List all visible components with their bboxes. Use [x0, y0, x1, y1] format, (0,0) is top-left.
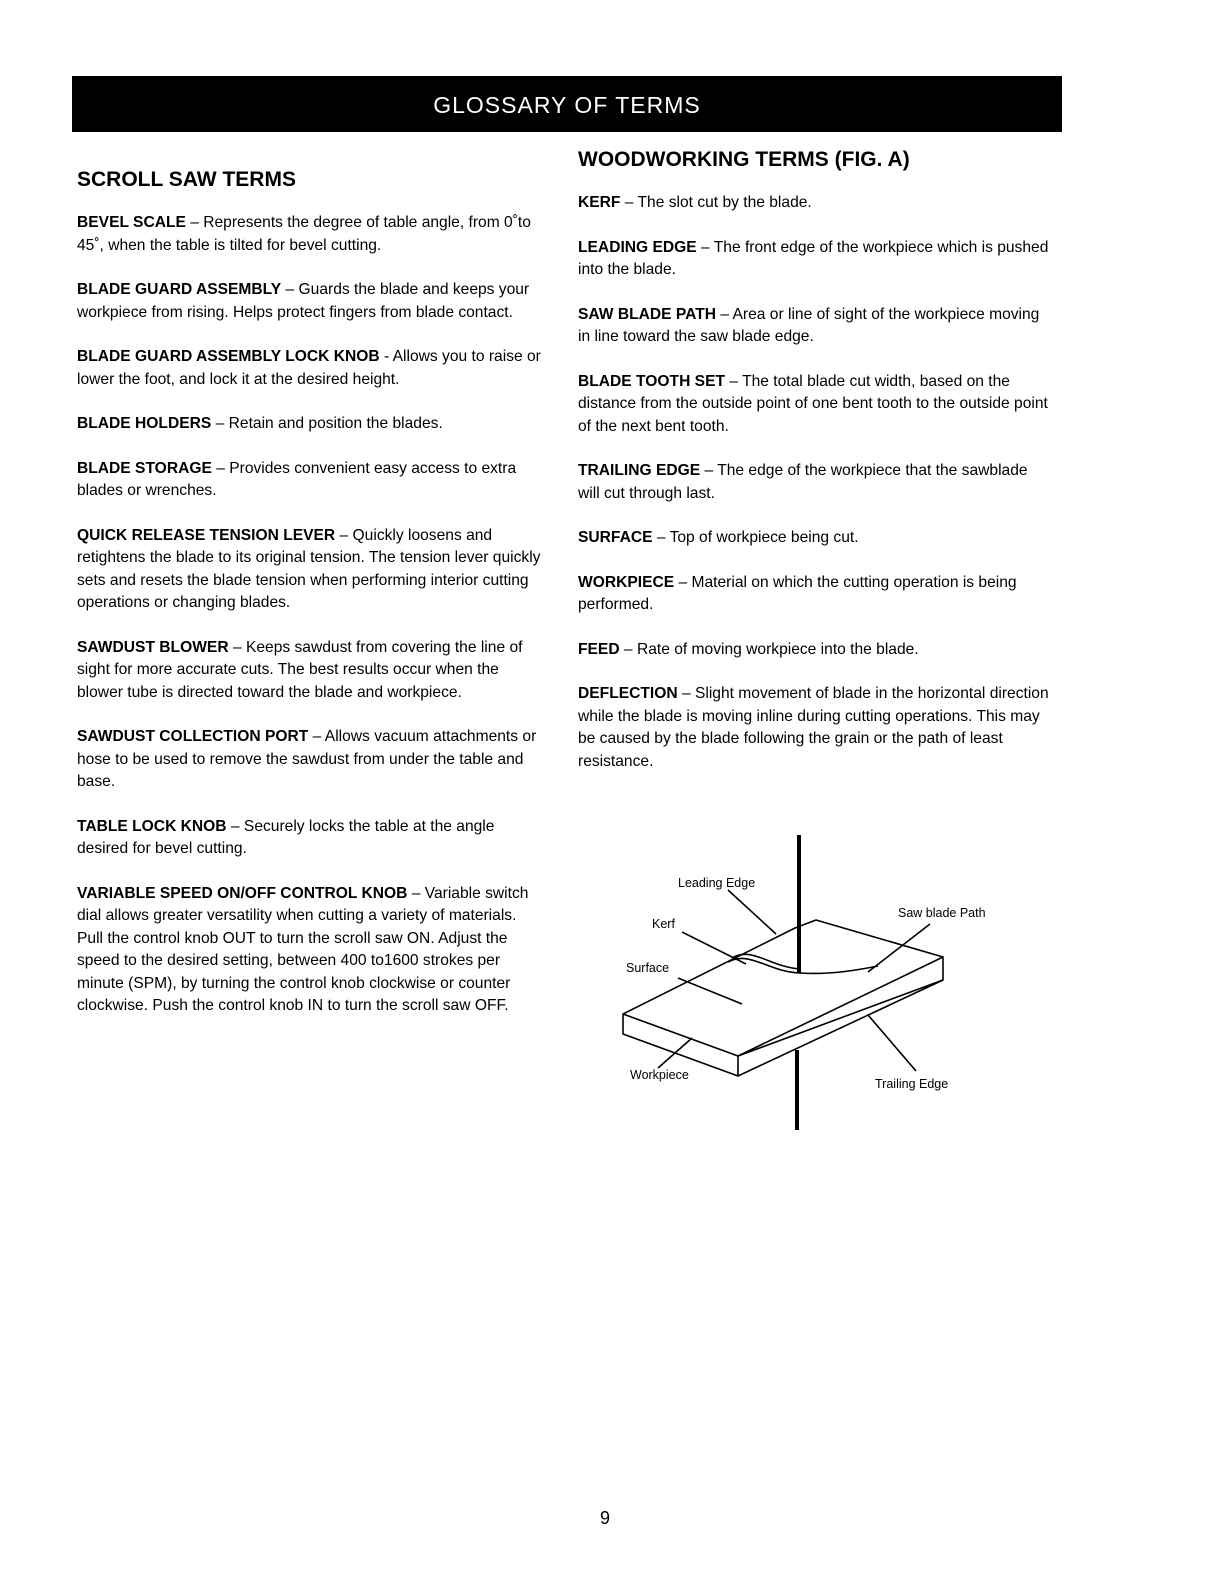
term-definition: Area or line of sight of the workpiece moving in line toward the saw blade edge. [578, 305, 1040, 345]
board-top-face [623, 920, 943, 1076]
term-name: BLADE GUARD ASSEMBLY [77, 281, 282, 298]
scroll-saw-terms-list [77, 212, 545, 1018]
glossary-term [578, 527, 1050, 550]
glossary-term [578, 237, 1050, 282]
term-name: BEVEL SCALE [77, 214, 186, 231]
term-separator: – [652, 529, 670, 546]
term-definition: Top of workpiece being cut. [669, 529, 859, 546]
term-separator: - [379, 348, 393, 365]
term-separator: – [308, 728, 325, 745]
term-definition: The total blade cut width, based on the distance from the outside point of one bent tooth to the outside point of the next bent tooth. [578, 372, 1048, 435]
term-separator: – [335, 526, 353, 544]
term-separator: – [185, 214, 204, 231]
label-leading-edge: Leading Edge [678, 876, 756, 890]
term-definition: Guards the blade and keeps your workpiece from rising. Helps protect fingers from blade contact. [77, 281, 530, 321]
term-name: SAWDUST BLOWER [77, 638, 229, 656]
leader-leading-edge [728, 890, 776, 934]
leader-kerf [682, 932, 746, 964]
woodworking-terms-section [578, 148, 1050, 795]
page-number: 9 [599, 1508, 610, 1528]
term-name: TABLE LOCK KNOB [77, 817, 227, 835]
term-name: LEADING EDGE [578, 238, 697, 256]
glossary-term [77, 883, 545, 1018]
glossary-term [578, 683, 1050, 773]
label-surface: Surface [626, 961, 670, 975]
term-definition: Retain and position the blades. [228, 415, 443, 432]
scroll-saw-terms-title: SCROLL SAW TERMS [77, 168, 296, 191]
glossary-term [77, 525, 545, 615]
term-name: QUICK RELEASE TENSION LEVER [77, 526, 336, 544]
banner-title: GLOSSARY OF TERMS [433, 92, 701, 118]
glossary-term [77, 816, 545, 861]
glossary-term [578, 371, 1050, 439]
glossary-term [578, 460, 1050, 505]
term-separator: – [281, 281, 299, 298]
figure-a-diagram [600, 830, 1020, 1140]
term-definition: Provides convenient easy access to extra blades or wrenches. [77, 459, 517, 499]
workpiece-illustration [600, 830, 1020, 1140]
woodworking-terms-title: WOODWORKING TERMS (FIG. A) [578, 148, 910, 171]
term-name: KERF [578, 194, 621, 211]
term-definition: Keeps sawdust from covering the line of sight for more accurate cuts. The best results occur when the blower tube is directed toward the blade and workpiece. [77, 638, 523, 701]
scroll-saw-terms-section [77, 168, 545, 1040]
term-separator: – [700, 462, 718, 479]
term-name: BLADE TOOTH SET [578, 372, 725, 390]
term-name: DEFLECTION [578, 685, 678, 702]
term-separator: – [226, 817, 244, 835]
term-separator: – [725, 372, 743, 390]
term-name: SAWDUST COLLECTION PORT [77, 728, 309, 745]
term-separator: – [211, 415, 229, 432]
term-definition: Slight movement of blade in the horizontal direction while the blade is moving inline during cutting operations. This may be caused by the blade following the grain or the path of least resistance. [578, 685, 1049, 770]
glossary-term [77, 212, 545, 257]
glossary-term [578, 639, 1050, 662]
term-name: VARIABLE SPEED ON/OFF CONTROL KNOB [77, 884, 408, 902]
term-name: SURFACE [578, 529, 653, 546]
term-name: BLADE HOLDERS [77, 415, 212, 432]
term-name: BLADE STORAGE [77, 459, 212, 477]
term-name: SAW BLADE PATH [578, 305, 717, 323]
term-name: TRAILING EDGE [578, 462, 701, 479]
term-definition: Represents the degree of table angle, from 0˚to 45˚, when the table is tilted for bevel cutting. [77, 214, 531, 254]
term-separator: – [620, 194, 638, 211]
glossary-term [77, 346, 545, 391]
term-separator: – [696, 238, 714, 256]
term-definition: Allows you to raise or lower the foot, and lock it at the desired height. [77, 348, 541, 388]
term-separator: – [211, 459, 230, 477]
term-separator: – [228, 638, 246, 656]
leader-trailing-edge [868, 1015, 916, 1071]
term-definition: Securely locks the table at the angle desired for bevel cutting. [77, 817, 495, 857]
glossary-term [77, 726, 545, 794]
label-kerf: Kerf [652, 917, 675, 931]
glossary-term [578, 192, 1050, 215]
label-workpiece: Workpiece [630, 1068, 689, 1082]
glossary-term [77, 458, 545, 503]
term-separator: – [674, 573, 692, 591]
glossary-term [77, 279, 545, 324]
term-name: FEED [578, 640, 620, 658]
glossary-term [77, 413, 545, 436]
term-definition: The front edge of the workpiece which is pushed into the blade. [578, 238, 1049, 278]
term-separator: – [716, 305, 733, 323]
glossary-banner [72, 76, 1062, 132]
term-separator: – [677, 685, 695, 702]
glossary-term [77, 637, 545, 705]
glossary-term [578, 304, 1050, 349]
term-definition: The slot cut by the blade. [637, 194, 812, 211]
glossary-term [578, 572, 1050, 617]
term-separator: – [619, 640, 637, 658]
term-name: BLADE GUARD ASSEMBLY LOCK KNOB [77, 348, 380, 365]
term-separator: – [407, 884, 425, 902]
label-saw-blade-path: Saw blade Path [898, 906, 986, 920]
term-name: WORKPIECE [578, 573, 675, 591]
term-definition: Quickly loosens and retightens the blade to its original tension. The tension lever quickly sets and resets the blade tension when performing interior cutting operations or changing blades. [77, 526, 541, 611]
label-trailing-edge: Trailing Edge [875, 1077, 949, 1091]
term-definition: Variable switch dial allows greater versatility when cutting a variety of materials. Pull the control knob OUT to turn the scroll saw ON. Adjust the speed to the desired setting, between 400 to1600 strokes per minute (SPM), by turning the control knob clockwise or counter clockwise. Push the control knob IN to turn the scroll saw OFF. [77, 884, 529, 1014]
term-definition: The edge of the workpiece that the sawblade will cut through last. [578, 462, 1028, 502]
term-definition: Allows vacuum attachments or hose to be used to remove the sawdust from under the table and base. [77, 728, 537, 790]
woodworking-terms-list [578, 192, 1050, 773]
term-definition: Rate of moving workpiece into the blade. [636, 640, 919, 658]
term-definition: Material on which the cutting operation is being performed. [578, 573, 1017, 613]
